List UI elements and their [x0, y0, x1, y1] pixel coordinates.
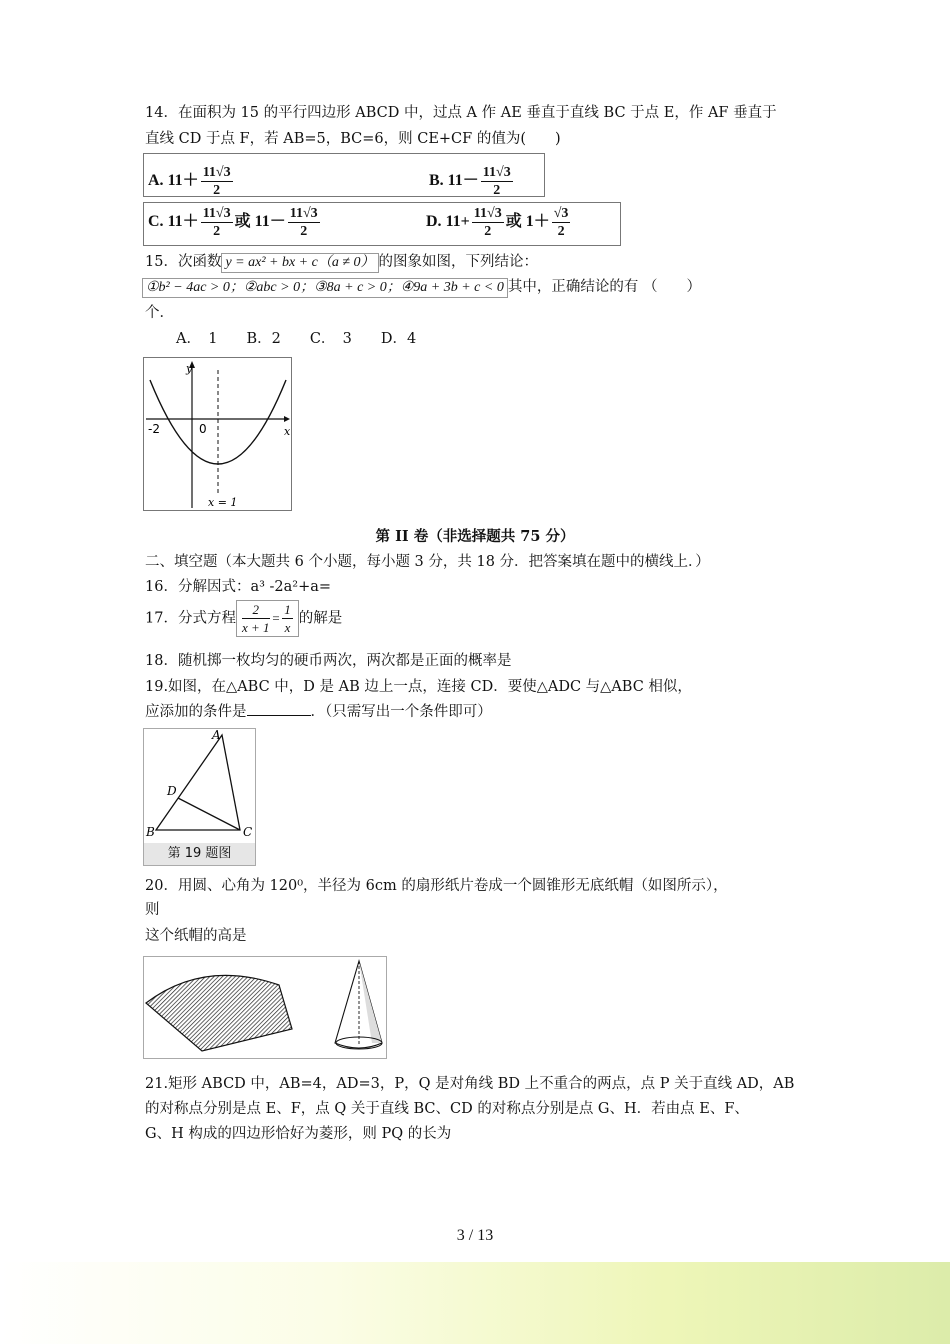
q14-line1: 14．在面积为 15 的平行四边形 ABCD 中，过点 A 作 AE 垂直于直线 BC 于点 E，作 AF 垂直于: [145, 105, 777, 121]
q19-line2: 应添加的条件是 ．（只需写出一个条件即可）: [145, 701, 492, 722]
q14-options-row1: [143, 153, 545, 197]
q14-line2: 直线 CD 于点 F，若 AB=5，BC=6，则 CE+CF 的值为( ): [145, 131, 561, 147]
q15-conclusions: ①b² − 4ac > 0；②abc > 0；③8a + c > 0；④9a + 3b + c < 0: [142, 278, 508, 298]
q21-line2: 的对称点分别是点 E、F，点 Q 关于直线 BC、CD 的对称点分别是点 G、H．若由点 E、F、: [145, 1101, 749, 1117]
q21-line1: 21.矩形 ABCD 中，AB=4，AD=3，P，Q 是对角线 BD 上不重合的两点，点 P 关于直线 AD，AB: [145, 1076, 795, 1092]
q19-triangle-figure: [143, 728, 256, 866]
sector-shape: [146, 975, 292, 1051]
y-label: y: [186, 362, 193, 375]
option-a: A. 11＋ $\frac{11√3}{2}$: [148, 165, 231, 198]
section2-intro: 二、填空题（本大题共 6 个小题，每小题 3 分，共 18 分．把答案填在题中的横线上．）: [145, 554, 710, 570]
q14-options-row2: [143, 202, 621, 246]
origin-label: 0: [199, 422, 207, 436]
q15-equation: y = ax² + bx + c（a ≠ 0）: [221, 253, 378, 273]
point-d: D: [167, 784, 177, 798]
answer-blank: [247, 701, 311, 716]
page-number: 3 / 13: [456, 1227, 494, 1244]
q20-line3: 这个纸帽的高是: [145, 928, 247, 944]
q18: 18．随机掷一枚均匀的硬币两次，两次都是正面的概率是: [145, 653, 512, 669]
neg2-label: -2: [148, 422, 160, 436]
axis-of-symmetry-label: x = 1: [208, 496, 238, 509]
q15-line2: ①b² − 4ac > 0；②abc > 0；③8a + c > 0；④9a + 3b + c < 0 其中，正确结论的有 （ ）: [142, 277, 701, 298]
vertex-c: C: [243, 825, 253, 839]
triangle-abc: [156, 735, 240, 830]
vertex-b: B: [146, 825, 155, 839]
sector-and-cone: [144, 957, 386, 1058]
q16: 16．分解因式：a³ -2a²+a=: [145, 579, 332, 595]
q15-choices: A． 1 B．2 C． 3 D．4: [176, 331, 417, 347]
option-d: D. 11+ $\frac{11√3}{2}$ 或 1＋ $\frac{√3}{2}$: [426, 206, 569, 239]
q15-line3: 个．: [145, 305, 174, 321]
segment-cd: [178, 798, 240, 830]
q20-line1: 20．用圆、心角为 120⁰，半径为 6cm 的扇形纸片卷成一个圆锥形无底纸帽（如图所示），: [145, 878, 728, 894]
q15-line1: 15．次函数 y = ax² + bx + c（a ≠ 0） 的图象如图，下列结论：: [145, 252, 538, 273]
vertex-a: A: [212, 729, 221, 742]
q21-line3: G、H 构成的四边形恰好为菱形，则 PQ 的长为: [145, 1126, 452, 1142]
q17: 17．分式方程 $\frac{2}{x + 1}$ = $\frac{1}{x}$ 的解是: [145, 602, 343, 635]
q19-line1: 19.如图，在△ABC 中，D 是 AB 边上一点，连接 CD．要使△ADC 与△ABC 相似，: [145, 679, 692, 695]
x-axis-arrow: [284, 416, 290, 422]
q20-line2: 则: [145, 902, 160, 918]
option-c: C. 11＋ $\frac{11√3}{2}$ 或 11－ $\frac{11√3}{2}$: [148, 206, 318, 239]
parabola-figure: [144, 358, 291, 510]
q17-equation: $\frac{2}{x + 1}$ = $\frac{1}{x}$: [236, 600, 299, 637]
figure-caption: 第 19 题图: [144, 843, 255, 865]
option-b: B. 11－ $\frac{11√3}{2}$: [429, 165, 511, 198]
q15-parabola-graph: [143, 357, 292, 511]
q20-figure: [143, 956, 387, 1059]
section2-title: 第 II 卷（非选择题共 75 分）: [375, 528, 575, 545]
x-label: x: [284, 425, 291, 438]
footer-gradient: [0, 1262, 950, 1344]
